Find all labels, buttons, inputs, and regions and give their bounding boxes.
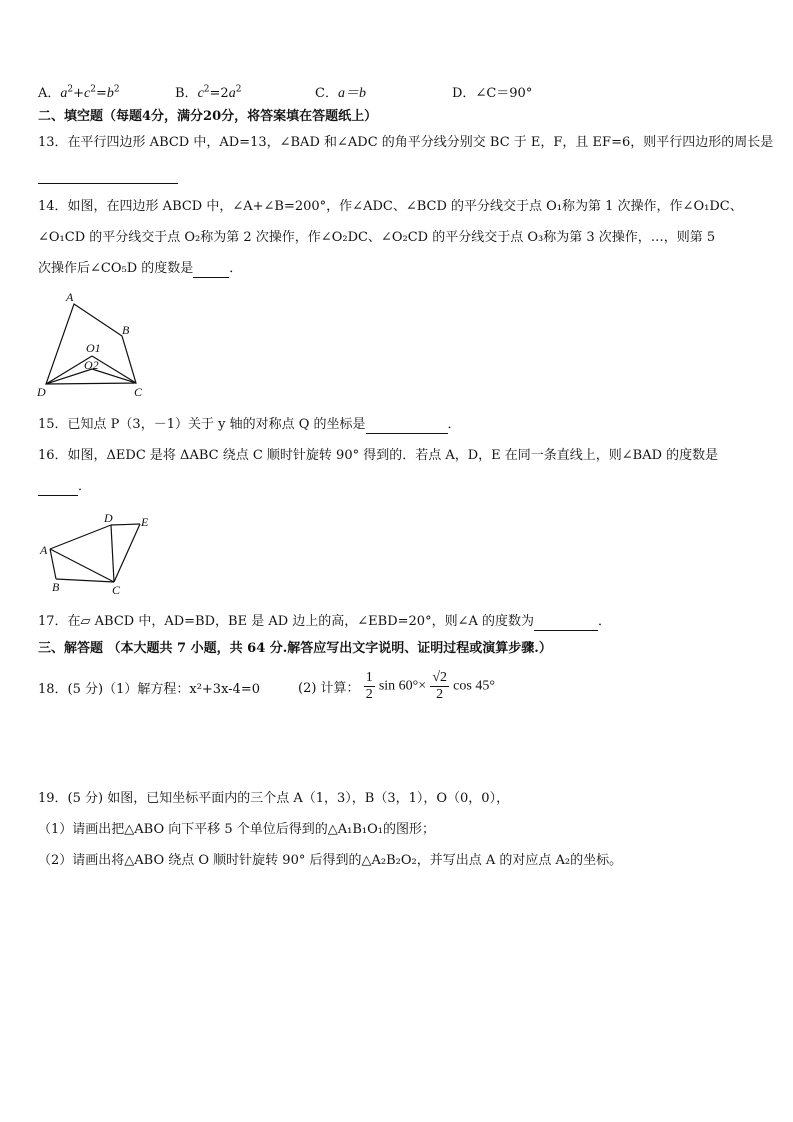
option-d (452, 82, 532, 101)
q19-line3: （2）请画出将△ABO 绕点 O 顺时针旋转 90° 后得到的△A₂B₂O₂，并写出点 A 的对应点 A₂的坐标。 (38, 853, 623, 868)
option-c-label: C． (315, 86, 338, 101)
q16-line2-end: ． (78, 479, 92, 494)
q14-line1: 14．如图，在四边形 ABCD 中，∠A+∠B=200°，作∠ADC、∠BCD 的平分线交于点 O₁称为第 1 次操作，作∠O₁DC、 (38, 199, 743, 214)
fraction-sqrt2-over-2 (430, 670, 449, 703)
option-a: A．$a^2+c^2=b^2$ (38, 84, 120, 101)
q15-end: ． (447, 417, 461, 432)
segment-ad (50, 525, 111, 549)
option-c (315, 82, 366, 102)
option-b: B．$c^2=2a^2$ (175, 84, 242, 101)
label-b: B (122, 323, 130, 337)
section2-heading: 二、填空题（每题4分，满分20分，将答案填在答题纸上） (38, 109, 378, 124)
q14-quadrilateral-figure (34, 290, 154, 400)
label-e: E (141, 515, 149, 529)
label-b: B (52, 580, 60, 594)
fraction-numerator: √2 (432, 670, 448, 685)
q19-line2: （1）请画出把△ABO 向下平移 5 个单位后得到的△A₁B₁O₁的图形； (38, 822, 436, 837)
q16-line1: 16．如图，ΔEDC 是将 ΔABC 绕点 C 顺时针旋转 90° 得到的．若点 A，D，E 在同一条直线上，则∠BAD 的度数是 (38, 448, 719, 463)
q14-line3-text: 次操作后∠CO₅D 的度数是 (38, 261, 194, 276)
q14-line2: ∠O₁CD 的平分线交于点 O₂称为第 2 次操作，作∠O₂DC、∠O₂CD 的平分线交于点 O₃称为第 3 次操作，…，则第 5 (38, 230, 716, 245)
q19-line1: 19．(5 分) 如图，已知坐标平面内的三个点 A（1，3），B（3，1），O（0，0）， (38, 791, 510, 806)
section3-heading: 三、解答题 （本大题共 7 小题，共 64 分.解答应写出文字说明、证明过程或演算步骤.） (38, 641, 552, 656)
q17-end: ． (598, 614, 612, 629)
q13-text: 13．在平行四边形 ABCD 中，AD=13，∠BAD 和∠ADC 的角平分线分别交 BC 于 E，F，且 EF=6，则平行四边形的周长是 (38, 135, 774, 150)
q16-line2 (38, 478, 91, 496)
segment-ac (50, 549, 114, 582)
q13-answer-blank (38, 166, 178, 184)
fraction-denominator: 2 (436, 687, 444, 702)
q17-line (38, 613, 611, 631)
q17-answer-blank (534, 616, 598, 631)
label-c: C (112, 583, 121, 597)
q18-part2-label: (2) 计算： (298, 681, 360, 696)
label-d: D (37, 385, 46, 399)
label-c: C (134, 385, 143, 399)
label-a: A (40, 543, 48, 557)
segment-bc (56, 579, 114, 582)
fraction-numerator: 1 (365, 670, 373, 685)
sin-term: sin 60°× (378, 678, 427, 694)
q16-rotation-figure (36, 512, 156, 598)
q14-line3-end: ． (229, 261, 243, 276)
q18-part2 (298, 670, 495, 703)
label-d: D (104, 512, 113, 525)
segment-dc (111, 525, 114, 582)
label-o1: O1 (86, 341, 101, 355)
option-a-label: A． (38, 86, 61, 101)
q14-answer-blank (193, 263, 229, 278)
q15-answer-blank (366, 419, 448, 434)
q17-text: 17．在▱ ABCD 中，AD=BD，BE 是 AD 边上的高，∠EBD=20°，则∠A 的度数为 (38, 614, 534, 629)
label-o2: O2 (84, 358, 99, 372)
q18-part1: 18．(5 分)（1）解方程：x²+3x-4=0 (38, 682, 260, 697)
option-c-text: a＝b (337, 86, 366, 101)
label-a: A (66, 290, 74, 304)
segment-ab (50, 549, 56, 579)
q15-text: 15．已知点 P（3，－1）关于 y 轴的对称点 Q 的坐标是 (38, 417, 366, 432)
option-d-label: D． (452, 86, 476, 101)
segment-ec (114, 524, 140, 582)
q15-line (38, 416, 461, 434)
q14-line3 (38, 260, 242, 278)
cos-term: cos 45° (453, 678, 495, 694)
option-d-text: ∠C＝90° (475, 86, 533, 101)
fraction-one-half (364, 670, 375, 703)
q16-answer-blank (38, 481, 78, 496)
segment-de (111, 524, 140, 525)
option-b-label: B． (175, 86, 198, 101)
fraction-denominator: 2 (365, 687, 373, 702)
